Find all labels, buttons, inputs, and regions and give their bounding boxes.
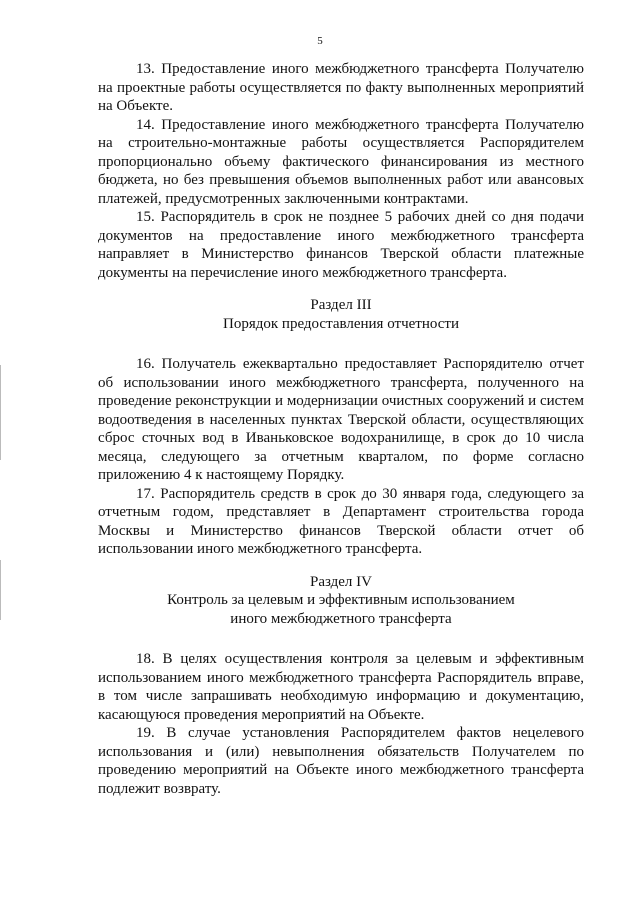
document-body	[98, 60, 584, 798]
paragraph-14: 14. Предоставление иного межбюджетного трансферта Получателю на строительно-монтажные работы осуществляется Распорядителем пропорционально объему фактического финансирования из местного бюджета, но без превышения объемов выполненных работ или авансовых платежей, предусмотренных заключенными контрактами.	[98, 116, 584, 207]
paragraph-13: 13. Предоставление иного межбюджетного трансферта Получателю на проектные работы осуществляется по факту выполненных мероприятий на Объекте.	[98, 61, 584, 114]
section-3-subtitle: Порядок предоставления отчетности	[223, 315, 459, 332]
page-number: 5	[317, 35, 323, 47]
scan-edge-mark	[0, 365, 1, 460]
scan-edge-mark	[0, 560, 1, 620]
section-4-subtitle-line-1: Контроль за целевым и эффективным использованием	[167, 592, 515, 608]
section-4-title: Раздел IV	[309, 573, 372, 590]
paragraph-15: 15. Распорядитель в срок не позднее 5 рабочих дней со дня подачи документов на предоставление иного межбюджетного трансферта направляет в Министерство финансов Тверской области платежные документы на перечисление иного межбюджетного трансферта.	[98, 209, 584, 281]
paragraph-19: 19. В случае установления Распорядителем фактов нецелевого использования и (или) невыполнения обязательств Получателем по проведению мероприятий на Объекте иного межбюджетного трансферта подлежит возврату.	[98, 725, 584, 797]
section-3-title: Раздел III	[310, 297, 372, 313]
paragraph-17: 17. Распорядитель средств в срок до 30 января года, следующего за отчетным годом, представляет в Департамент строительства города Москвы и Министерство финансов Тверской области отчет об использовании иного межбюджетного трансферта.	[98, 485, 584, 557]
paragraph-16: 16. Получатель ежеквартально предоставляет Распорядителю отчет об использовании иного межбюджетного трансферта, полученного на проведение реконструкции и модернизации очистных сооружений и систем водоотведения в населенных пунктах Тверской области, осуществляющих сброс сточных вод в Иваньковское водохранилище, в срок до 10 числа месяца, следующего за отчетным кварталом, по форме согласно приложению 4 к настоящему Порядку.	[98, 356, 584, 483]
paragraph-18: 18. В целях осуществления контроля за целевым и эффективным использованием иного межбюджетного трансферта Распорядитель вправе, в том числе запрашивать необходимую информацию и документацию, касающуюся проведения мероприятий на Объекте.	[98, 651, 584, 723]
section-4-subtitle-line-2: иного межбюджетного трансферта	[230, 610, 452, 627]
